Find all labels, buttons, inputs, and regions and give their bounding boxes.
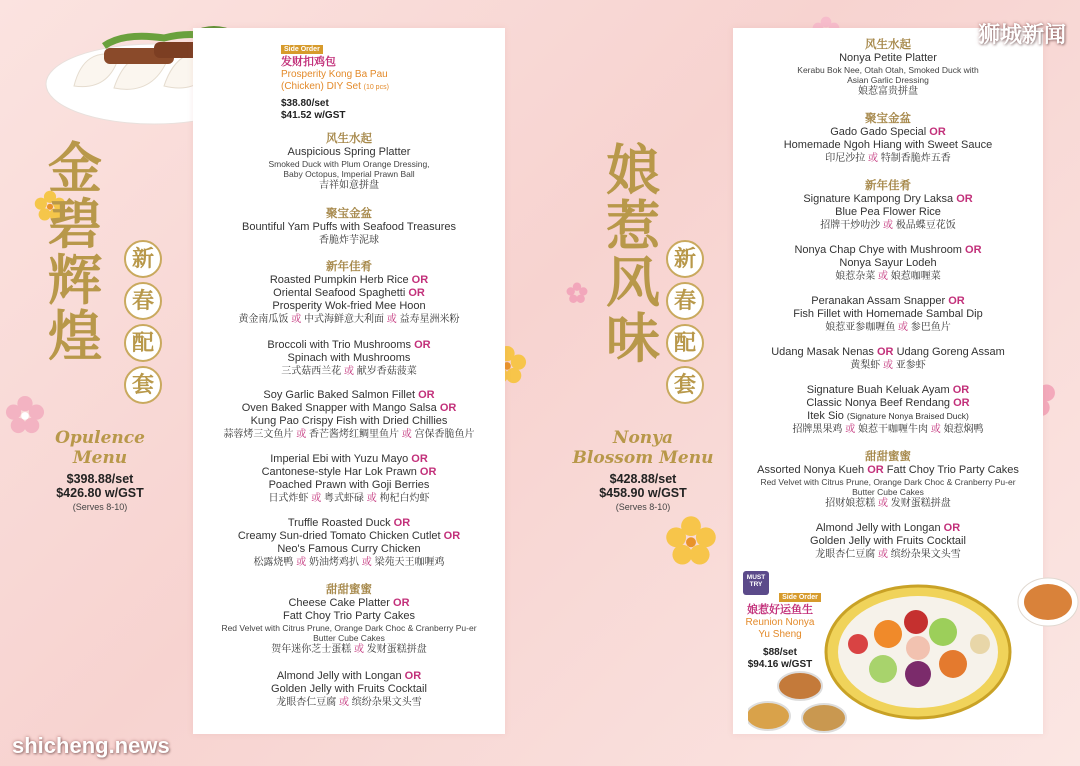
opulence-title-cn: 金 碧 辉 煌 [48,136,102,368]
right-section-8: 甜甜蜜蜜 Assorted Nonya Kueh OR Fatt Choy Trio Party Cakes Red Velvet with Citrus Prune, Orange Dark Choc & Cranberry Pu-er Butter Cube Cakes 招财娘惹糕 或 发财蛋糕拼盘 [757,451,1019,509]
side-order-badge: Side Order [281,45,323,54]
nonya-menu-name: Nonya Blossom Menu [572,428,714,468]
left-section-6: Imperial Ebi with Yuzu Mayo OR Cantonese-style Har Lok Prawn OR Poached Prawn with Goji Berries 日式炸虾 或 粤式虾碌 或 枸杞白灼虾 [261,453,437,504]
opulence-menu-panel [193,28,505,734]
right-section-6: Udang Masak Nenas OR Udang Goreng Assam 黄梨虾 或 亚参虾 [771,346,1005,371]
right-section-4: Nonya Chap Chye with Mushroom OR Nonya Sayur Lodeh 娘惹杂菜 或 娘惹咖喱菜 [794,244,982,282]
left-section-2: 聚宝金盆 Bountiful Yam Puffs with Seafood Treasures 香脆炸芋泥球 [241,208,456,246]
side-order-badge: Side Order [779,593,821,602]
nonya-price: $428.88/set $458.90 w/GST (Serves 8-10) [599,472,687,512]
left-section-8: 甜甜蜜蜜 Cheese Cake Platter OR Fatt Choy Trio Party Cakes Red Velvet with Citrus Prune, Orange Dark Choc & Cranberry Pu-er Butter Cube Cakes 贺年迷你芝士蛋糕 或 发财蛋糕拼盘 [221,584,477,655]
watermark-bottom-left: shicheng.news [12,733,170,758]
nonya-badge-cn: 新 春 配 套 [666,240,706,408]
left-section-9: Almond Jelly with Longan OR Golden Jelly with Fruits Cocktail 龙眼杏仁豆腐 或 缤纷杂果文头雪 [271,670,427,708]
right-section-7: Signature Buah Keluak Ayam OR Classic Nonya Beef Rendang OR Itek Sio (Signature Nonya Braised Duck) 招牌黑果鸡 或 娘惹干咖喱牛肉 或 娘惹焖鸭 [792,384,984,435]
left-section-5: Soy Garlic Baked Salmon Fillet OR Oven Baked Snapper with Mango Salsa OR Kung Pao Crispy Fish with Dried Chillies 蒜蓉烤三文鱼片 或 香芒酱烤红鲷里鱼片 或 宫保香脆鱼片 [223,389,475,440]
yu-sheng-image [748,574,1080,746]
nonya-title-cn: 娘 惹 风 味 [606,138,660,370]
opulence-menu-name: Opulence Menu [55,428,145,468]
right-section-1: 风生水起 Nonya Petite Platter Kerabu Bok Nee, Otah Otah, Smoked Duck with Asian Garlic Dressing 娘惹富贵拼盘 [797,39,979,97]
left-section-7: Truffle Roasted Duck OR Creamy Sun-dried Tomato Chicken Cutlet OR Neo's Famous Curry Chicken 松露烧鸭 或 奶油烤鸡扒 或 梁苑天王咖喱鸡 [237,517,461,568]
right-section-3: 新年佳肴 Signature Kampong Dry Laksa OR Blue Pea Flower Rice 招牌干炒叻沙 或 极品蝶豆花饭 [803,180,973,231]
opulence-price: $398.88/set $426.80 w/GST (Serves 8-10) [56,472,144,512]
left-section-4: Broccoli with Trio Mushrooms OR Spinach with Mushrooms 三式菇西兰花 或 献岁香菇菠菜 [267,339,431,377]
must-try-badge: MUST TRY [743,571,769,595]
right-section-2: 聚宝金盆 Gado Gado Special OR Homemade Ngoh Hiang with Sweet Sauce 印尼沙拉 或 特制香脆炸五香 [783,113,993,164]
opulence-badge-cn: 新 春 配 套 [124,240,164,408]
watermark-top-right: 狮城新闻 [977,22,1066,47]
right-section-9: Almond Jelly with Longan OR Golden Jelly with Fruits Cocktail 龙眼杏仁豆腐 或 缤纷杂果文头雪 [810,522,966,560]
left-section-3: 新年佳肴 Roasted Pumpkin Herb Rice OR Oriental Seafood Spaghetti OR Prosperity Wok-fried Mee Hoon 黄金南瓜饭 或 中式海鲜意大利面 或 益寿星洲米粉 [238,261,460,325]
left-side-order: Side Order 发财扣鸡包 Prosperity Kong Ba Pau (Chicken) DIY Set (10 pcs) $38.80/set $41.52 w/GST [281,46,389,121]
plum-blossom-icon [665,515,717,567]
left-section-1: 风生水起 Auspicious Spring Platter Smoked Duck with Plum Orange Dressing, Baby Octopus, Imperial Prawn Ball 吉祥如意拼盘 [268,133,430,191]
cherry-blossom-icon [566,282,588,304]
right-section-5: Peranakan Assam Snapper OR Fish Fillet with Homemade Sambal Dip 娘惹亚参咖喱鱼 或 参巴鱼片 [793,295,983,333]
right-side-order: Side Order 娘惹好运鱼生 Reunion Nonya Yu Sheng $88/set $94.16 w/GST [735,586,825,671]
